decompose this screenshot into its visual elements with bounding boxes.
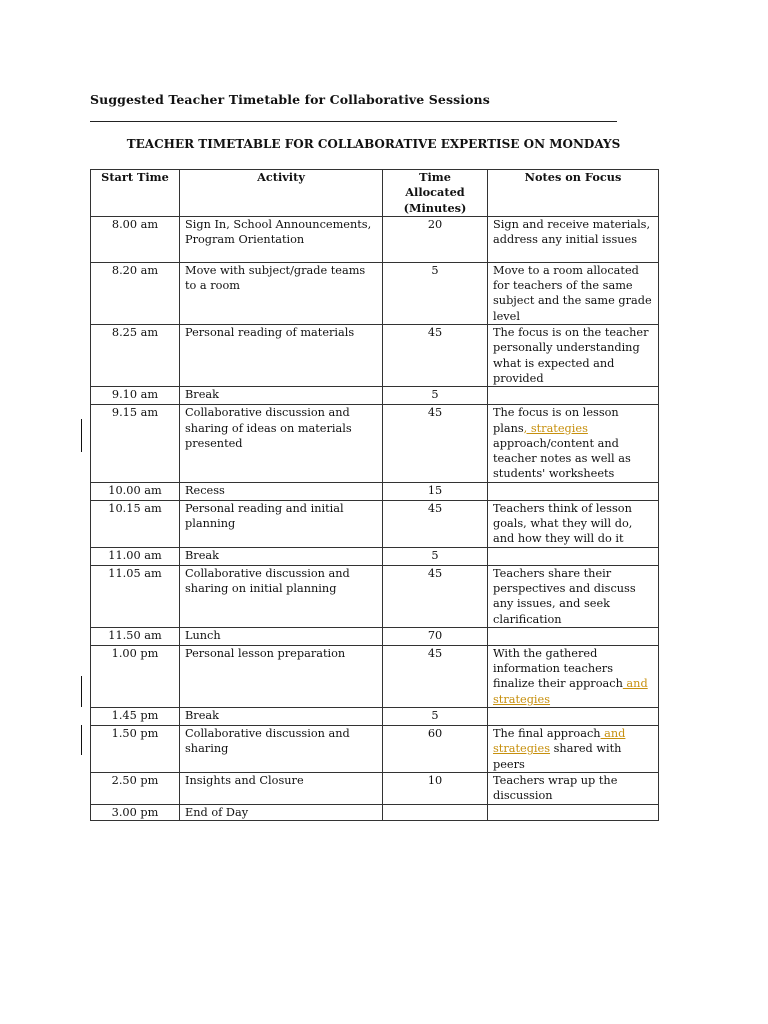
table-heading: TEACHER TIMETABLE FOR COLLABORATIVE EXPERTISE ON MONDAYS xyxy=(126,137,621,151)
activity-cell: Personal reading of materials xyxy=(180,325,383,387)
minutes-cell: 5 xyxy=(383,708,488,726)
table-row xyxy=(91,804,659,820)
minutes-cell: 45 xyxy=(383,325,488,387)
notes-cell: Teachers wrap up the discussion xyxy=(488,772,659,804)
notes-cell: Teachers think of lesson goals, what they will do, and how they will do it xyxy=(488,500,659,547)
minutes-cell: 5 xyxy=(383,387,488,405)
minutes-cell: 45 xyxy=(383,500,488,547)
start-time-cell: 1.00 pm xyxy=(91,645,180,707)
header-activity: Activity xyxy=(180,170,383,217)
activity-cell: Move with subject/grade teams to a room xyxy=(180,262,383,324)
change-bar xyxy=(81,419,82,452)
start-time-cell: 8.25 am xyxy=(91,325,180,387)
activity-cell: Personal lesson preparation xyxy=(180,645,383,707)
notes-cell xyxy=(488,627,659,645)
table-row xyxy=(91,482,659,500)
notes-cell xyxy=(488,547,659,565)
table-row xyxy=(91,772,659,804)
tracked-change-text: and strategies xyxy=(493,677,648,706)
activity-cell: Sign In, School Announcements, Program Orientation xyxy=(180,216,383,262)
table-row xyxy=(91,325,659,387)
activity-cell: Collaborative discussion and sharing on initial planning xyxy=(180,565,383,627)
minutes-cell: 5 xyxy=(383,547,488,565)
activity-cell: Collaborative discussion and sharing xyxy=(180,726,383,773)
start-time-cell: 9.15 am xyxy=(91,405,180,482)
table-row xyxy=(91,500,659,547)
notes-text: The final approach xyxy=(493,727,601,741)
activity-cell: Personal reading and initial planning xyxy=(180,500,383,547)
notes-cell: Move to a room allocated for teachers of the same subject and the same grade level xyxy=(488,262,659,324)
notes-cell: Sign and receive materials, address any initial issues xyxy=(488,216,659,262)
start-time-cell: 10.15 am xyxy=(91,500,180,547)
tracked-change-text: and strategies xyxy=(493,727,626,756)
notes-cell xyxy=(488,726,659,773)
header-start-time: Start Time xyxy=(91,170,180,217)
tracked-change-text: , strategies xyxy=(523,421,588,435)
start-time-cell: 11.00 am xyxy=(91,547,180,565)
change-bar xyxy=(81,676,82,707)
activity-cell: Lunch xyxy=(180,627,383,645)
start-time-cell: 10.00 am xyxy=(91,482,180,500)
start-time-cell: 11.50 am xyxy=(91,627,180,645)
minutes-cell: 20 xyxy=(383,216,488,262)
notes-text: With the gathered information teachers finalize their approach xyxy=(493,646,623,691)
minutes-cell: 45 xyxy=(383,645,488,707)
header-notes: Notes on Focus xyxy=(488,170,659,217)
start-time-cell: 8.20 am xyxy=(91,262,180,324)
activity-cell: Break xyxy=(180,547,383,565)
minutes-cell: 10 xyxy=(383,772,488,804)
start-time-cell: 2.50 pm xyxy=(91,772,180,804)
minutes-cell: 15 xyxy=(383,482,488,500)
table-row xyxy=(91,726,659,773)
minutes-cell: 5 xyxy=(383,262,488,324)
start-time-cell: 3.00 pm xyxy=(91,804,180,820)
notes-cell xyxy=(488,645,659,707)
table-row xyxy=(91,645,659,707)
start-time-cell: 1.50 pm xyxy=(91,726,180,773)
minutes-cell xyxy=(383,804,488,820)
table-row xyxy=(91,627,659,645)
start-time-cell: 11.05 am xyxy=(91,565,180,627)
table-row xyxy=(91,405,659,482)
notes-cell xyxy=(488,482,659,500)
table-row xyxy=(91,216,659,262)
start-time-cell: 9.10 am xyxy=(91,387,180,405)
notes-cell: Teachers share their perspectives and discuss any issues, and seek clarification xyxy=(488,565,659,627)
table-row xyxy=(91,387,659,405)
table-row xyxy=(91,565,659,627)
header-time-allocated: Time Allocated (Minutes) xyxy=(383,170,488,217)
title-underline xyxy=(90,121,617,122)
notes-text: The focus is on lesson plans xyxy=(493,406,619,435)
notes-cell: The focus is on the teacher personally understanding what is expected and provided xyxy=(488,325,659,387)
notes-cell xyxy=(488,387,659,405)
timetable-table xyxy=(90,169,659,821)
start-time-cell: 1.45 pm xyxy=(91,708,180,726)
activity-cell: Collaborative discussion and sharing of ideas on materials presented xyxy=(180,405,383,482)
notes-text: approach/content and teacher notes as well as students' worksheets xyxy=(493,436,631,481)
minutes-cell: 45 xyxy=(383,405,488,482)
activity-cell: End of Day xyxy=(180,804,383,820)
minutes-cell: 45 xyxy=(383,565,488,627)
notes-cell xyxy=(488,708,659,726)
table-row xyxy=(91,262,659,324)
header-row xyxy=(91,170,659,217)
activity-cell: Break xyxy=(180,387,383,405)
table-row xyxy=(91,547,659,565)
start-time-cell: 8.00 am xyxy=(91,216,180,262)
notes-cell xyxy=(488,405,659,482)
document-title: Suggested Teacher Timetable for Collaborative Sessions xyxy=(90,92,490,107)
activity-cell: Insights and Closure xyxy=(180,772,383,804)
activity-cell: Recess xyxy=(180,482,383,500)
notes-text: shared with peers xyxy=(493,742,622,771)
minutes-cell: 60 xyxy=(383,726,488,773)
notes-cell xyxy=(488,804,659,820)
activity-cell: Break xyxy=(180,708,383,726)
table-row xyxy=(91,708,659,726)
minutes-cell: 70 xyxy=(383,627,488,645)
change-bar xyxy=(81,725,82,755)
